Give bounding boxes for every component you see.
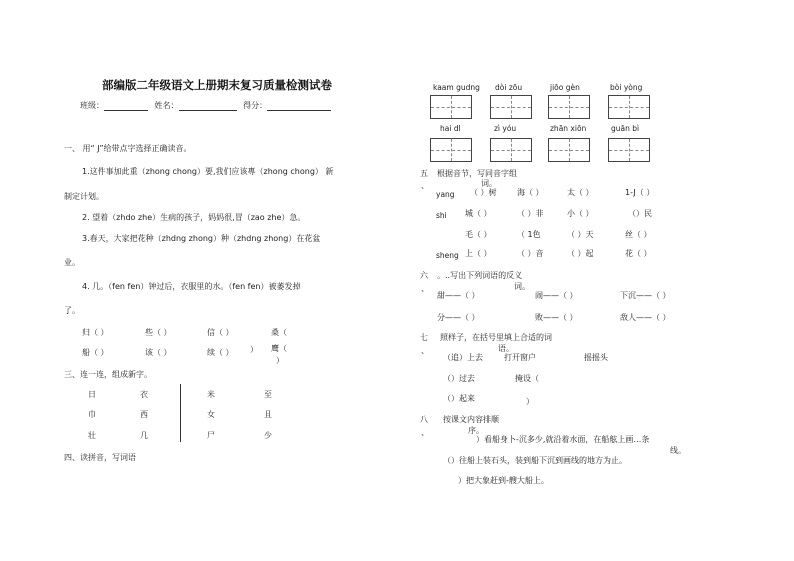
s5-r1-a: （ ）树 <box>470 188 497 197</box>
s5-r1-c: 太（ ） <box>567 188 594 197</box>
pinyin-3: jiōo gèn <box>550 83 580 92</box>
s7-q2: 掩设（ <box>515 374 539 383</box>
s5-r1-pinyin: yang <box>436 190 455 199</box>
s8-number-mark: 、 <box>421 428 429 437</box>
name-field[interactable] <box>179 101 237 111</box>
s5-r4-b: （ ）音 <box>517 249 544 258</box>
pinyin-6: zì yóu <box>494 124 517 133</box>
s7-number-mark: 、 <box>421 346 429 355</box>
s4-heading: 四、读拼音，写词语 <box>64 453 136 462</box>
s6-number: 六 <box>420 271 428 280</box>
s2-paren-b: ） <box>276 356 284 365</box>
s5-number: 五 <box>420 169 428 178</box>
s6-r1-b: 闹——（ ） <box>535 291 578 300</box>
s3-col2-1: 衣 <box>140 390 148 399</box>
s2-row1-item2: 些（ ） <box>145 328 172 337</box>
s1-q3-line1: 3.春天，大家把花种（zhdng zhong）种（zhdng zhong）在花盆 <box>82 234 321 243</box>
s3-col4-1: 至 <box>264 390 272 399</box>
s7-heading-2: 语。 <box>498 344 514 353</box>
s7-q1: （）过去 <box>443 374 475 383</box>
pinyin-2: dòi zōu <box>495 83 523 92</box>
s7-q3: （）起来 <box>443 394 475 403</box>
s1-q3-line2: 业。 <box>64 258 80 267</box>
s5-r2-a: 城（ ） <box>465 209 492 218</box>
s2-row2-item2: 该（ ） <box>145 348 172 357</box>
s5-r4-a: 上（ ） <box>465 249 492 258</box>
s2-row1-item3: 信（ ） <box>207 328 234 337</box>
score-label: 得分： <box>243 101 268 110</box>
s5-r2-d: （）民 <box>628 209 652 218</box>
s6-heading-2: 词。 <box>514 282 530 291</box>
s2-paren-a: ） <box>250 345 258 354</box>
s7-number: 七 <box>420 333 428 342</box>
s3-heading: 三、连一连，组成新字。 <box>64 370 152 379</box>
s5-heading-2: 词。 <box>481 179 497 188</box>
s5-r4-pinyin: sheng <box>436 251 459 260</box>
write-box[interactable] <box>548 95 590 119</box>
student-info <box>80 100 331 111</box>
pinyin-1: kaam gudng <box>433 83 480 92</box>
s3-col4-3: 少 <box>264 431 272 440</box>
s8-heading-2: 序。 <box>468 426 484 435</box>
s3-col1-2: 巾 <box>88 410 96 419</box>
s3-col1-3: 壮 <box>88 431 96 440</box>
pinyin-8: guān bì <box>611 124 640 133</box>
s6-r2-b: 败——（ ） <box>535 313 578 322</box>
s1-heading: 一、 用“ J”给带点字选择正确读音。 <box>64 144 192 153</box>
pinyin-5: hai dl <box>440 124 461 133</box>
s3-col1-1: 日 <box>88 390 96 399</box>
write-box[interactable] <box>430 95 472 119</box>
s3-col3-3: 尸 <box>207 431 215 440</box>
write-box[interactable] <box>490 138 532 162</box>
pinyin-4: bòi yòng <box>610 83 643 92</box>
s5-r2-pinyin: shi <box>436 211 447 220</box>
s1-q4-line1: 4. 几。（fen fen）钟过后，衣服里的水。（fen fen）被萎发掉 <box>82 282 301 291</box>
s5-r3-d: 丝（ ） <box>625 230 652 239</box>
write-box[interactable] <box>490 95 532 119</box>
s5-number-mark: 、 <box>421 181 429 190</box>
class-field[interactable] <box>104 101 148 111</box>
s5-r4-c: （ ）起 <box>567 249 594 258</box>
s5-r4-d: 花（ ） <box>625 249 652 258</box>
s6-r1-c: 下沉——（ ） <box>620 291 671 300</box>
s7-q3-paren: ） <box>526 397 534 406</box>
s5-r2-b: （ ）非 <box>517 209 544 218</box>
s3-col3-1: 米 <box>207 390 215 399</box>
s5-r3-c: （ ）天 <box>567 230 594 239</box>
s7-heading: 照样子，在括号里填上合适的词 <box>440 333 552 342</box>
write-box[interactable] <box>548 138 590 162</box>
s2-row1-item4: 桑（ <box>271 328 287 337</box>
page-title: 部编版二年级语文上册期末复习质量检测试卷 <box>102 78 332 92</box>
s1-q4-line2: 了。 <box>64 306 80 315</box>
write-box[interactable] <box>608 95 650 119</box>
s2-row2-item3: 续（ ） <box>207 348 234 357</box>
s3-col2-3: 几 <box>140 431 148 440</box>
s2-row1-item1: 归（ ） <box>82 328 109 337</box>
s3-col2-2: 西 <box>140 410 148 419</box>
s8-heading: 按课文内容排顺 <box>443 415 499 424</box>
pinyin-7: zhān xiōn <box>550 124 587 133</box>
s8-line-1b: 线。 <box>670 446 686 455</box>
s6-r1-a: 甜——（ ） <box>437 291 480 300</box>
s3-col3-2: 女 <box>207 410 215 419</box>
s5-r1-b: 海（ ） <box>517 188 544 197</box>
s6-number-mark: 、 <box>421 284 429 293</box>
s6-r2-a: 分——（ ） <box>437 313 480 322</box>
s7-example-2: 打开窗户 <box>504 353 536 362</box>
s6-heading: 。..写出下列词语的反义 <box>437 271 523 280</box>
s5-r3-a: 毛（ ） <box>465 230 492 239</box>
s1-q2: 2. 望着（zhdo zhe）生病的孩子，妈妈很,冒（zao zhe）急。 <box>82 213 306 222</box>
s7-example-3: 摇摇头 <box>584 353 608 362</box>
s5-r3-b: （ 1色 <box>517 230 541 239</box>
s7-example-1: （追）上去 <box>443 353 483 362</box>
s2-row2-item1: 船（ ） <box>82 348 109 357</box>
s5-r1-d: 1-J（ ） <box>625 188 655 197</box>
class-label: 班级： <box>80 101 104 110</box>
s8-number: 八 <box>420 415 428 424</box>
s1-q1-line1: 1.这件事加此重（zhong chong）要,我们应该專（zhong chong） 新 <box>82 167 334 176</box>
score-field[interactable] <box>267 101 331 111</box>
s1-q1-line2: 制定计划。 <box>64 192 104 201</box>
s8-line-1: ）看船身卜-沉多少,就沿着水面，在船舷上画…条 <box>476 435 650 444</box>
write-box[interactable] <box>608 138 650 162</box>
s3-divider <box>180 384 181 442</box>
s8-line-3: ）把大象赶到-艘大船上。 <box>458 476 549 485</box>
s2-row2-item4: 鹰（ <box>271 344 287 353</box>
s6-r2-c: 敌人——（ ） <box>620 313 671 322</box>
s5-r2-c: 小（ ） <box>567 209 594 218</box>
s8-line-2: （）往船上装石头，装到船下沉到画线的地方为止。 <box>443 456 627 465</box>
write-box[interactable] <box>430 138 472 162</box>
s3-col4-2: 且 <box>264 410 272 419</box>
name-label: 姓名： <box>154 101 179 110</box>
s5-heading: 根据音节，写同音字组 <box>437 169 517 178</box>
